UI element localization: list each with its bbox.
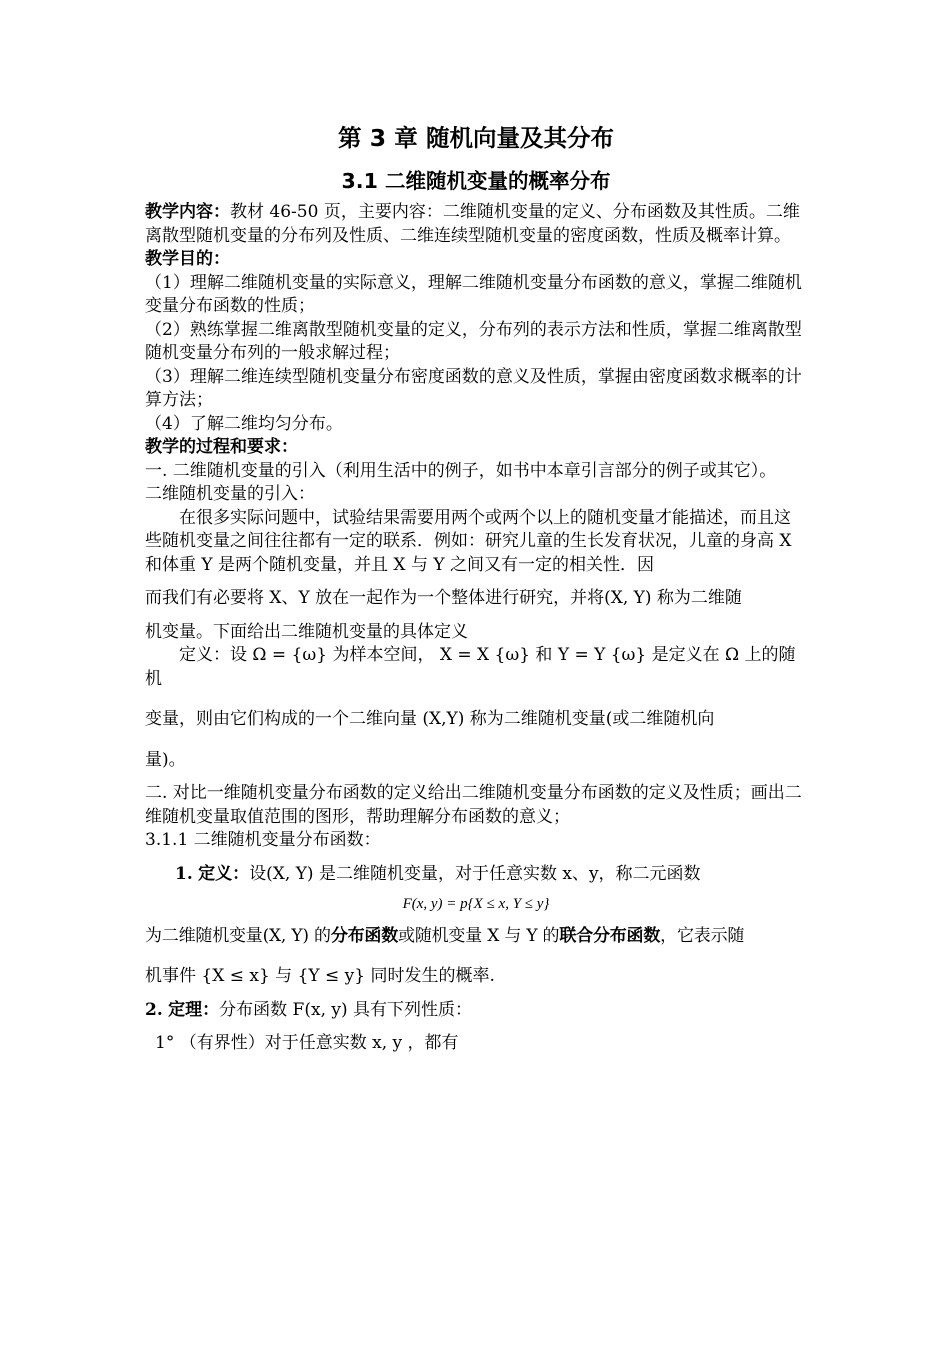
objective-item-4: （4）了解二维均匀分布。 <box>145 413 343 434</box>
spacer <box>145 989 807 999</box>
df-text-pre: 为二维随机变量(X, Y) 的 <box>145 925 331 946</box>
process-label: 教学的过程和要求： <box>145 437 298 457</box>
objective-item-1: （1）理解二维随机变量的实际意义，理解二维随机变量分布函数的意义，掌握二维随机变量分布函数的性质； <box>145 272 802 316</box>
content-text: 教材 46-50 页，主要内容：二维随机变量的定义、分布函数及其性质。二维离散型随机变量的分布列及性质、二维连续型随机变量的密度函数，性质及概率计算。 <box>145 202 800 246</box>
definition-number: 1. <box>175 863 193 884</box>
df-text-post: ，它表示随 <box>660 925 745 946</box>
spacer <box>145 691 807 708</box>
section-title: 3.1 二维随机变量的概率分布 <box>341 169 611 193</box>
theorem-paragraph <box>145 999 807 1023</box>
property-1: 1° （有界性）对于任意实数 x, y ，都有 <box>155 1033 459 1053</box>
intro-paragraph-part-1: 在很多实际问题中，试验结果需要用两个或两个以上的随机变量才能描述，而且这些随机变量之间往往都有一定的联系．例如：研究儿童的生长发育状况，儿童的身高 X 和体重 Y 是两个随机变量，并且 X 与 Y 之间又有一定的相关性．因 <box>145 507 792 575</box>
distribution-function-line-1 <box>145 925 807 949</box>
theorem-label: 定理： <box>168 999 220 1020</box>
distribution-formula: F(x, y) = p{X ≤ x, Y ≤ y} <box>402 896 550 912</box>
spacer <box>145 772 807 782</box>
spacer <box>145 948 807 965</box>
objective-item-2: （2）熟练掌握二维离散型随机变量的定义，分布列的表示方法和性质，掌握二维离散型随机变量分布列的一般求解过程； <box>145 319 802 363</box>
spacer <box>145 577 807 587</box>
spacer <box>145 1022 807 1032</box>
chapter-title: 第 3 章 随机向量及其分布 <box>338 124 614 152</box>
objective-item-3: （3）理解二维连续型随机变量分布密度函数的意义及性质，掌握由密度函数求概率的计算方法； <box>145 366 802 410</box>
process-item-2: 二. 对比一维随机变量分布函数的定义给出二维随机变量分布函数的定义及性质；画出二维随机变量取值范围的图形，帮助理解分布函数的意义； <box>145 783 802 827</box>
theorem-number: 2. <box>145 999 163 1020</box>
spacer <box>145 611 807 621</box>
intro-heading: 二维随机变量的引入： <box>145 484 315 504</box>
df-term-joint-distribution-function: 联合分布函数 <box>559 925 661 946</box>
definition-text: 设(X, Y) 是二维随机变量，对于任意实数 x、y，称二元函数 <box>249 863 701 884</box>
subsection-heading: 3.1.1 二维随机变量分布函数： <box>145 830 381 850</box>
spacer <box>145 732 807 749</box>
intro-paragraph-part-3: 机变量。下面给出二维随机变量的具体定义 <box>145 621 468 642</box>
df-term-distribution-function: 分布函数 <box>330 925 399 946</box>
process-item-1: 一. 二维随机变量的引入（利用生活中的例子，如书中本章引言部分的例子或其它）。 <box>145 460 777 481</box>
intro-paragraph-part-2: 而我们有必要将 X、Y 放在一起作为一个整体进行研究，并将(X, Y) 称为二维随 <box>145 588 742 608</box>
definition-line-3: 量)。 <box>145 749 186 770</box>
content-paragraph <box>145 201 807 248</box>
df-text-mid: 或随机变量 X 与 Y 的 <box>398 925 560 946</box>
objectives-label: 教学目的： <box>145 249 230 269</box>
definition-line-1: 定义：设 Ω = {ω} 为样本空间， X = X {ω} 和 Y = Y {ω} 是定义在 Ω 上的随机 <box>145 645 796 689</box>
definition-line-2: 变量，则由它们构成的一个二维向量 (X,Y) 称为二维随机变量(或二维随机向 <box>145 709 715 729</box>
theorem-text: 分布函数 F(x, y) 具有下列性质： <box>219 999 473 1020</box>
spacer <box>145 853 807 863</box>
definition-label: 定义： <box>198 863 250 884</box>
distribution-function-line-2: 机事件 {X ≤ x} 与 {Y ≤ y} 同时发生的概率. <box>145 966 495 986</box>
content-label: 教学内容： <box>145 202 230 222</box>
distribution-definition <box>145 863 807 887</box>
